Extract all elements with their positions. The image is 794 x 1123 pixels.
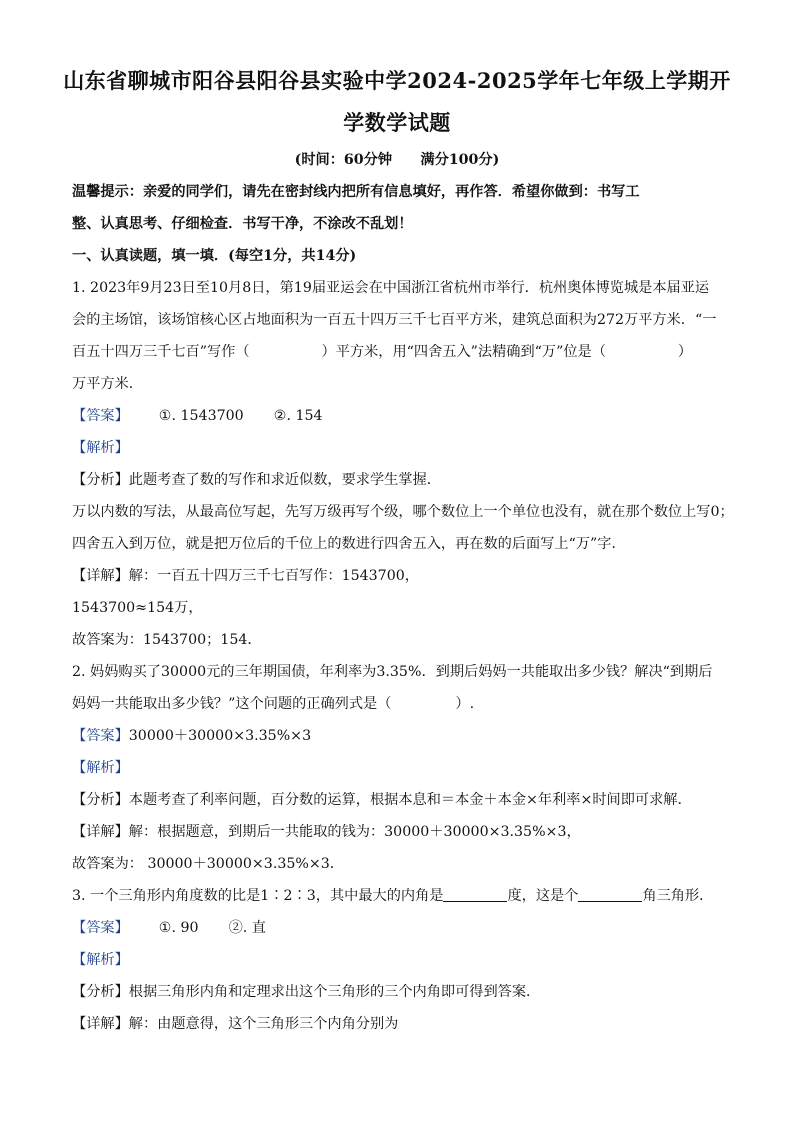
q2-answer (72, 726, 732, 746)
q1-answer-mark2: ② (273, 408, 287, 424)
analysis-label: 【解析】 (72, 760, 129, 776)
q3-text-line1 (72, 886, 732, 906)
q1-explanation-line1: 万以内数的写法，从最高位写起，先写万级再写个级，哪个数位上一个单位也没有，就在那个数位上写0； (72, 504, 734, 520)
section1-heading: 一、认真读题，填一填．(每空1分，共14分) (72, 248, 357, 264)
page-title-line1: 山东省聊城市阳谷县阳谷县实验中学2024-2025学年七年级上学期开 (63, 68, 731, 93)
q1-fenxi (72, 470, 732, 490)
q3-text-line1c: 角三角形． (642, 888, 714, 904)
q3-answer-mark1: ① (158, 920, 172, 936)
q2-text-line1: 2. 妈妈购买了30000元的三年期国债，年利率为3.35%．到期后妈妈一共能取出多少钱？解决“到期后 (72, 664, 713, 680)
q2-answer-text: 30000＋30000×3.35%×3 (128, 728, 312, 744)
q3-text-line1a: 3. 一个三角形内角度数的比是1∶2∶3，其中最大的内角是 (72, 888, 444, 904)
detail-label: 【详解】 (72, 1016, 129, 1032)
analysis-label: 【解析】 (72, 440, 129, 456)
q3-fenxi-text: 根据三角形内角和定理求出这个三角形的三个内角即可得到答案． (128, 984, 541, 1000)
q2-detail-text: 解：根据题意，到期后一共能取的钱为：30000＋30000×3.35%×3， (128, 824, 581, 840)
q2-text-line2 (72, 694, 732, 714)
q3-text-line1b: 度，这是个 (507, 888, 579, 904)
tips-line1: 温馨提示：亲爱的同学们，请先在密封线内把所有信息填好，再作答．希望你做到：书写工 (72, 184, 640, 200)
q1-text-line3b: ）平方米，用“四舍五入”法精确到“万”位是（ (321, 344, 606, 360)
analysis-label: 【解析】 (72, 952, 129, 968)
q3-fenxi (72, 982, 732, 1002)
detail-label: 【详解】 (72, 568, 129, 584)
q1-explanation-line2: 四舍五入到万位，就是把万位后的千位上的数进行四舍五入，再在数的后面写上“万”字． (72, 536, 626, 552)
q2-text-line2b: ）. (455, 696, 475, 712)
tips-line2: 整、认真思考、仔细检查．书写干净，不涂改不乱划！ (72, 216, 413, 232)
q3-answer-value2: . 直 (242, 920, 266, 936)
q3-detail (72, 1014, 732, 1034)
fenxi-label: 【分析】 (72, 984, 129, 1000)
answer-label: 【答案】 (72, 728, 129, 744)
q3-blank1[interactable] (443, 887, 507, 902)
q1-analysis-label (72, 438, 732, 458)
time-info: (时间：60分钟 满分100分) (294, 152, 500, 168)
fenxi-label: 【分析】 (72, 792, 129, 808)
q1-detail-line3: 故答案为：1543700；154． (72, 632, 262, 648)
q3-detail-text: 解：由题意得，这个三角形三个内角分别为 (128, 1016, 399, 1032)
q1-text-line1: 1. 2023年9月23日至10月8日，第19届亚运会在中国浙江省杭州市举行．杭州奥体博览城是本届亚运 (72, 280, 710, 296)
q3-answer-mark2: ② (228, 920, 243, 936)
q1-fenxi-text: 此题考查了数的写作和求近似数，要求学生掌握． (128, 472, 441, 488)
q1-text-line3c: ） (677, 344, 693, 360)
q1-text-line2: 会的主场馆，该场馆核心区占地面积为一百五十四万三千七百平方米，建筑总面积为272万平方米．“一 (72, 312, 717, 328)
answer-label: 【答案】 (72, 408, 129, 424)
q3-blank2[interactable] (578, 887, 642, 902)
q1-answer-mark1: ① (158, 408, 172, 424)
fenxi-label: 【分析】 (72, 472, 129, 488)
q1-answer-value2: . 154 (286, 408, 323, 424)
q2-text-line2a: 妈妈一共能取出多少钱？”这个问题的正确列式是（ (72, 696, 392, 712)
detail-label: 【详解】 (72, 824, 129, 840)
q2-analysis-label (72, 758, 732, 778)
q1-answer (72, 406, 732, 426)
q1-detail-text: 解：一百五十四万三千七百写作：1543700， (128, 568, 419, 584)
q2-detail-line2: 故答案为： 30000＋30000×3.35%×3． (72, 856, 344, 872)
q2-fenxi-text: 本题考查了利率问题，百分数的运算，根据本息和＝本金＋本金×年利率×时间即可求解． (128, 792, 692, 808)
q1-text-line3a: 百五十四万三千七百”写作（ (72, 344, 250, 360)
q3-answer-value1: . 90 (171, 920, 199, 936)
q1-text-line3 (72, 342, 732, 362)
q1-detail-line2: 1543700≈154万， (72, 600, 203, 616)
answer-label: 【答案】 (72, 920, 129, 936)
q1-detail (72, 566, 732, 586)
q3-answer (72, 918, 732, 938)
q1-answer-value1: . 1543700 (171, 408, 244, 424)
q1-text-line4: 万平方米． (72, 376, 143, 392)
q3-analysis-label (72, 950, 732, 970)
q2-fenxi (72, 790, 732, 810)
q2-detail (72, 822, 732, 842)
page-title-line2: 学数学试题 (343, 110, 451, 135)
